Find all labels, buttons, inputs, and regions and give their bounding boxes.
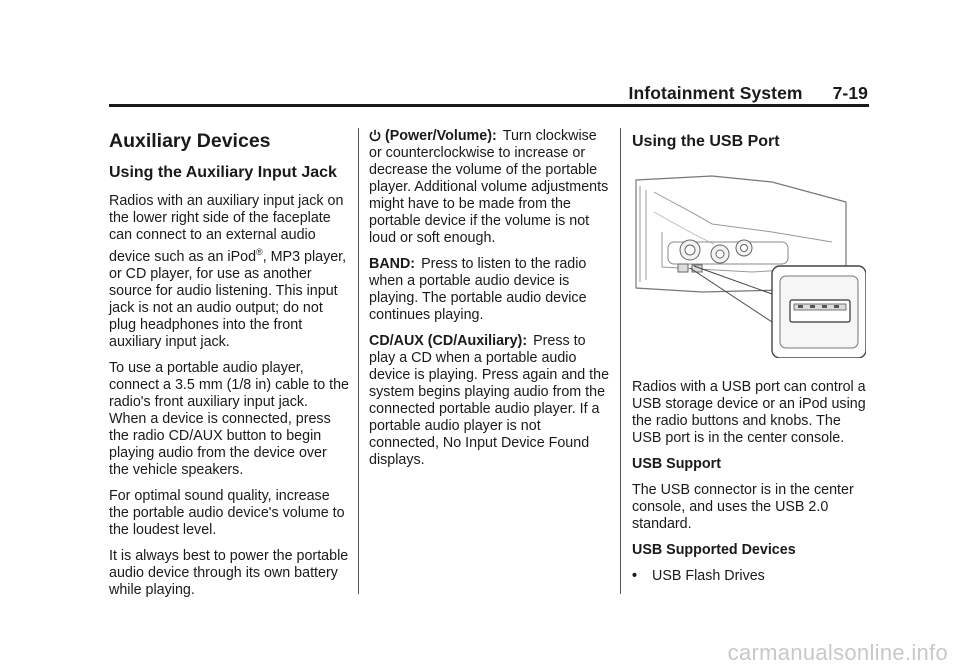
paragraph: CD/AUX (CD/Auxiliary): Press to play a CD when a portable audio device is playing. Press again and the system begins playing audio from the connected portable audio player. If a portable audio player is not connected, No Input Device Found displays. — [369, 333, 610, 468]
band-label: BAND: — [369, 256, 416, 272]
watermark: carmanualsonline.info — [727, 640, 948, 665]
paragraph: For optimal sound quality, increase the portable audio device's volume to the loudest level. — [109, 487, 345, 538]
paragraph: Radios with a USB port can control a USB storage device or an iPod using the radio buttons and knobs. The USB port is in the center console. — [632, 379, 866, 446]
column-1 — [109, 128, 349, 608]
column-divider — [358, 128, 359, 594]
usb-port-icon — [632, 172, 866, 358]
subsection-heading: Using the USB Port — [632, 133, 780, 150]
usb-port-illustration — [632, 172, 872, 363]
subsection-heading: Using the Auxiliary Input Jack — [109, 164, 337, 181]
usb-support-heading: USB Support — [632, 456, 721, 472]
paragraph: The USB connector is in the center console, and uses the USB 2.0 standard. — [632, 482, 854, 532]
header-rule — [109, 104, 869, 107]
cdaux-label: CD/AUX (CD/Auxiliary): — [369, 333, 528, 349]
usb-devices-heading: USB Supported Devices — [632, 542, 796, 558]
list-item — [632, 568, 872, 585]
column-divider — [620, 128, 621, 594]
section-title: Infotainment System — [628, 83, 803, 103]
paragraph: (Power/Volume): Turn clockwise or counterclockwise to increase or decrease the volume of the portable player. Additional volume adjustments might have to be made from the portable device if the volume is not loud or soft enough. — [369, 128, 609, 246]
section-heading: Auxiliary Devices — [109, 130, 271, 152]
power-label: (Power/Volume): — [385, 128, 497, 144]
power-icon — [369, 129, 381, 142]
column-3 — [632, 128, 872, 585]
list-item-text: USB Flash Drives — [652, 568, 765, 584]
running-header — [629, 83, 868, 104]
paragraph: It is always best to power the portable audio device through its own battery while playing. — [109, 547, 349, 598]
paragraph: BAND: Press to listen to the radio when a portable audio device is playing. The portable audio device continues playing. — [369, 256, 587, 323]
paragraph: Radios with an auxiliary input jack on the lower right side of the faceplate can connect to an external audio device such as an iPod®, MP3 player, or CD player, for use as another source for audio listening. This input jack is not an audio output; do not plug headphones into the front auxiliary input jack. — [109, 193, 347, 350]
registered-mark: ® — [256, 247, 263, 257]
bullet-icon: • — [632, 568, 638, 584]
column-2 — [369, 128, 611, 478]
paragraph: To use a portable audio player, connect a 3.5 mm (1/8 in) cable to the radio's front auxiliary input jack. When a device is connected, press the radio CD/AUX button to begin playing audio from the device over the vehicle speakers. — [109, 359, 349, 478]
page-number: 7-19 — [832, 83, 868, 103]
